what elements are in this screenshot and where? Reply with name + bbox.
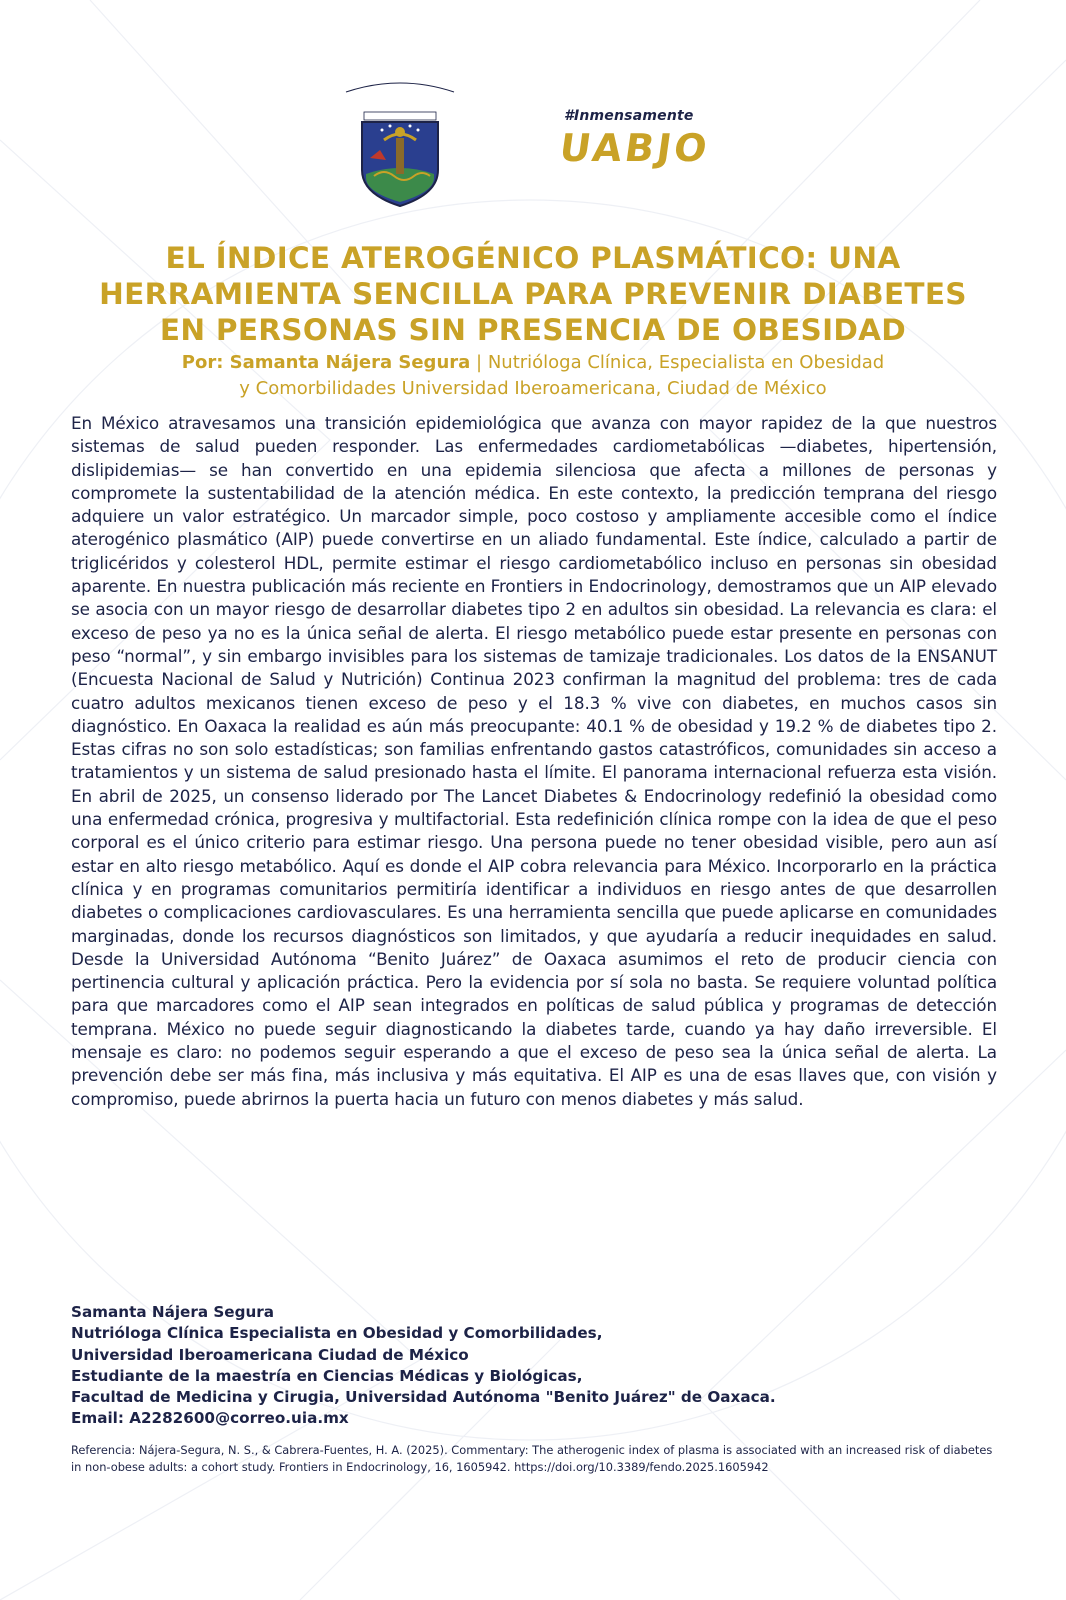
- article-title: [60, 240, 1006, 348]
- byline: [100, 350, 966, 402]
- signature-email[interactable]: Email: A2282600@correo.uia.mx: [71, 1409, 349, 1428]
- author-signature-block: [71, 1302, 997, 1430]
- brand-wordmark: UABJO: [556, 126, 713, 170]
- reference-citation: Referencia: Nájera-Segura, N. S., & Cabrera-Fuentes, H. A. (2025). Commentary: The atherogenic index of plasma is associated with an increased risk of diabetes in non-obese adults: a cohort study. Frontiers in Endocrinology, 16, 1605942. https://doi.org/10.3389/fendo.2025.1605942: [71, 1443, 993, 1474]
- brand-hashtag: #Inmensamente: [564, 108, 694, 124]
- signature-name: Samanta Nájera Segura: [71, 1303, 275, 1321]
- signature-line-4: Facultad de Medicina y Cirugia, Universidad Autónoma "Benito Juárez" de Oaxaca.: [71, 1388, 776, 1407]
- brand-logo: [556, 108, 730, 180]
- title-line-1: EL ÍNDICE ATEROGÉNICO PLASMÁTICO: UNA: [165, 241, 901, 275]
- article-body: En México atravesamos una transición epidemiológica que avanza con mayor rapidez de la que nuestros sistemas de salud pueden responder. Las enfermedades cardiometabólicas —diabetes, hipertensión, dislipidemias— se han convertido en una epidemia silenciosa que afecta a millones de personas y compromete la sustentabilidad de la atención médica. En este contexto, la predicción temprana del riesgo adquiere un valor estratégico. Un marcador simple, poco costoso y ampliamente accesible como el índice aterogénico plasmático (AIP) puede convertirse en un aliado fundamental. Este índice, calculado a partir de triglicéridos y colesterol HDL, permite estimar el riesgo cardiometabólico incluso en personas sin obesidad aparente. En nuestra publicación más reciente en Frontiers in Endocrinology, demostramos que un AIP elevado se asocia con un mayor riesgo de desarrollar diabetes tipo 2 en adultos sin obesidad. La relevancia es clara: el exceso de peso ya no es la única señal de alerta. El riesgo metabólico puede estar presente en personas con peso “normal”, y sin embargo invisibles para los sistemas de tamizaje tradicionales. Los datos de la ENSANUT (Encuesta Nacional de Salud y Nutrición) Continua 2023 confirman la magnitud del problema: tres de cada cuatro adultos mexicanos tienen exceso de peso y el 18.3 % vive con diabetes, en muchos casos sin diagnóstico. En Oaxaca la realidad es aún más preocupante: 40.1 % de obesidad y 19.2 % de diabetes tipo 2. Estas cifras no son solo estadísticas; son familias enfrentando gastos catastróficos, comunidades sin acceso a tratamientos y un sistema de salud presionado hasta el límite. El panorama internacional refuerza esta visión. En abril de 2025, un consenso liderado por The Lancet Diabetes & Endocrinology redefinió la obesidad como una enfermedad crónica, progresiva y multifactorial. Esta redefinición clínica rompe con la idea de que el peso corporal es el único criterio para estimar riesgo. Una persona puede no tener obesidad visible, pero aun así estar en alto riesgo metabólico. Aquí es donde el AIP cobra relevancia para México. Incorporarlo en la práctica clínica y en programas comunitarios permitiría identificar a individuos en riesgo antes de que desarrollen diabetes o complicaciones cardiovasculares. Es una herramienta sencilla que puede aplicarse en comunidades marginadas, donde los recursos diagnósticos son limitados, y que ayudaría a reducir inequidades en salud. Desde la Universidad Autónoma “Benito Juárez” de Oaxaca asumimos el reto de producir ciencia con pertinencia cultural y aplicación práctica. Pero la evidencia por sí sola no basta. Se requiere voluntad política para que marcadores como el AIP sean integrados en políticas de salud pública y programas de detección temprana. México no puede seguir diagnosticando la diabetes tarde, cuando ya hay daño irreversible. El mensaje es claro: no podemos seguir esperando a que el exceso de peso sea la única señal de alerta. La prevención debe ser más fina, más inclusiva y más equitativa. El AIP es una de esas llaves que, con visión y compromiso, puede abrirnos la puerta hacia un futuro con menos diabetes y más salud.: [71, 413, 997, 1109]
- byline-role-1: | Nutrióloga Clínica, Especialista en Obesidad: [476, 352, 885, 373]
- university-shield-logo: [340, 78, 460, 210]
- byline-role-2: y Comorbilidades Universidad Iberoamericana, Ciudad de México: [239, 378, 827, 399]
- title-line-3: EN PERSONAS SIN PRESENCIA DE OBESIDAD: [159, 313, 907, 347]
- signature-line-3: Estudiante de la maestría en Ciencias Médicas y Biológicas,: [71, 1366, 583, 1385]
- signature-line-1: Nutrióloga Clínica Especialista en Obesidad y Comorbilidades,: [71, 1324, 603, 1343]
- signature-line-2: Universidad Iberoamericana Ciudad de México: [71, 1345, 469, 1364]
- title-line-2: HERRAMIENTA SENCILLA PARA PREVENIR DIABETES: [99, 277, 967, 311]
- byline-author: Por: Samanta Nájera Segura: [181, 352, 471, 373]
